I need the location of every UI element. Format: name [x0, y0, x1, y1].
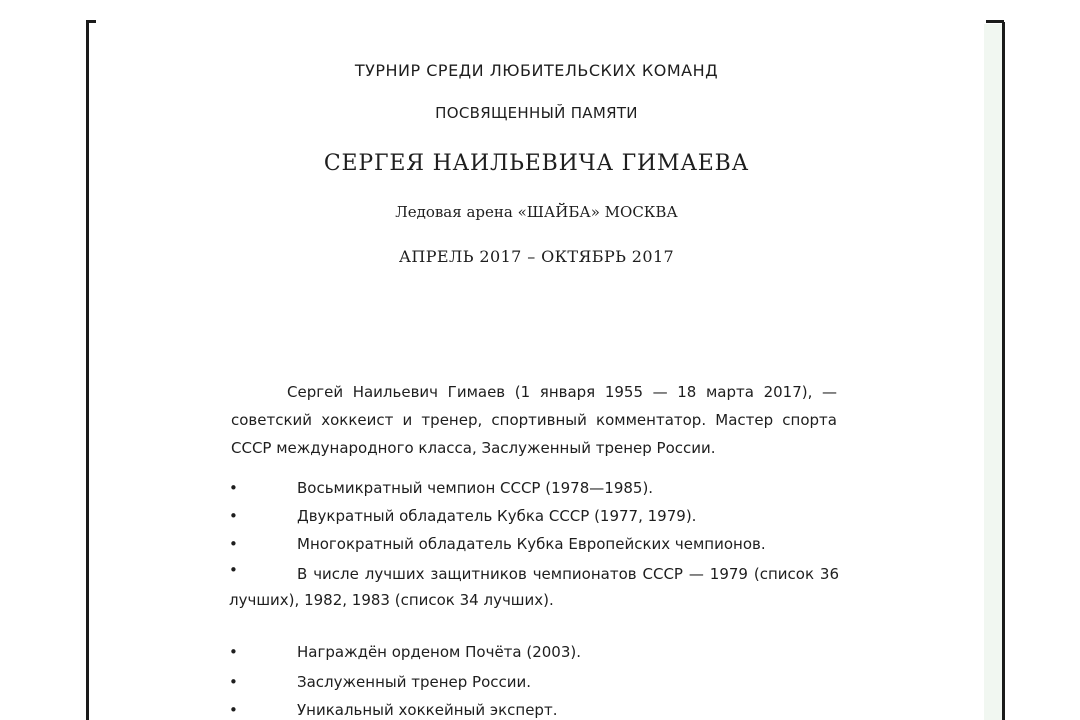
- bullet-mark: •: [229, 535, 238, 553]
- page-border-right-cap: [986, 20, 1004, 23]
- list-item-text: В числе лучших защитников чемпионатов СССР — 1979 (список 36 лучших), 1982, 1983 (список 34 лучших).: [229, 565, 839, 609]
- biography-text: Сергей Наильевич Гимаев (1 января 1955 — 18 марта 2017), — советский хоккеист и тренер, спортивный комментатор. Мастер спорта СССР международного класса, Заслуженный тренер России.: [231, 383, 837, 457]
- bullet-mark: •: [229, 507, 238, 525]
- venue-line: Ледовая арена «ШАЙБА» МОСКВА: [395, 203, 678, 221]
- page-edge-shade: [984, 24, 1002, 720]
- bullet-mark: •: [229, 561, 238, 579]
- list-item-text: Восьмикратный чемпион СССР (1978—1985).: [297, 479, 654, 497]
- biography-paragraph: [231, 378, 837, 462]
- list-item-wrapped: [229, 561, 839, 613]
- bullet-mark: •: [229, 643, 238, 661]
- list-item-text: Заслуженный тренер России.: [297, 673, 532, 691]
- list-item-text: Двукратный обладатель Кубка СССР (1977, 1979).: [297, 507, 697, 525]
- dedication-line: ПОСВЯЩЕННЫЙ ПАМЯТИ: [435, 104, 638, 122]
- honoree-name: СЕРГЕЯ НАИЛЬЕВИЧА ГИМАЕВА: [323, 151, 750, 176]
- dates-line: АПРЕЛЬ 2017 – ОКТЯБРЬ 2017: [398, 247, 675, 266]
- bullet-mark: •: [229, 701, 238, 719]
- tournament-title: ТУРНИР СРЕДИ ЛЮБИТЕЛЬСКИХ КОМАНД: [354, 61, 719, 80]
- document-page: [89, 23, 984, 720]
- bullet-mark: •: [229, 479, 238, 497]
- list-item-text: Награждён орденом Почёта (2003).: [297, 643, 582, 661]
- list-item-text: Многократный обладатель Кубка Европейских чемпионов.: [297, 535, 766, 553]
- bullet-mark: •: [229, 673, 238, 691]
- page-border-right: [1002, 22, 1005, 720]
- list-item-text: Уникальный хоккейный эксперт.: [297, 701, 558, 719]
